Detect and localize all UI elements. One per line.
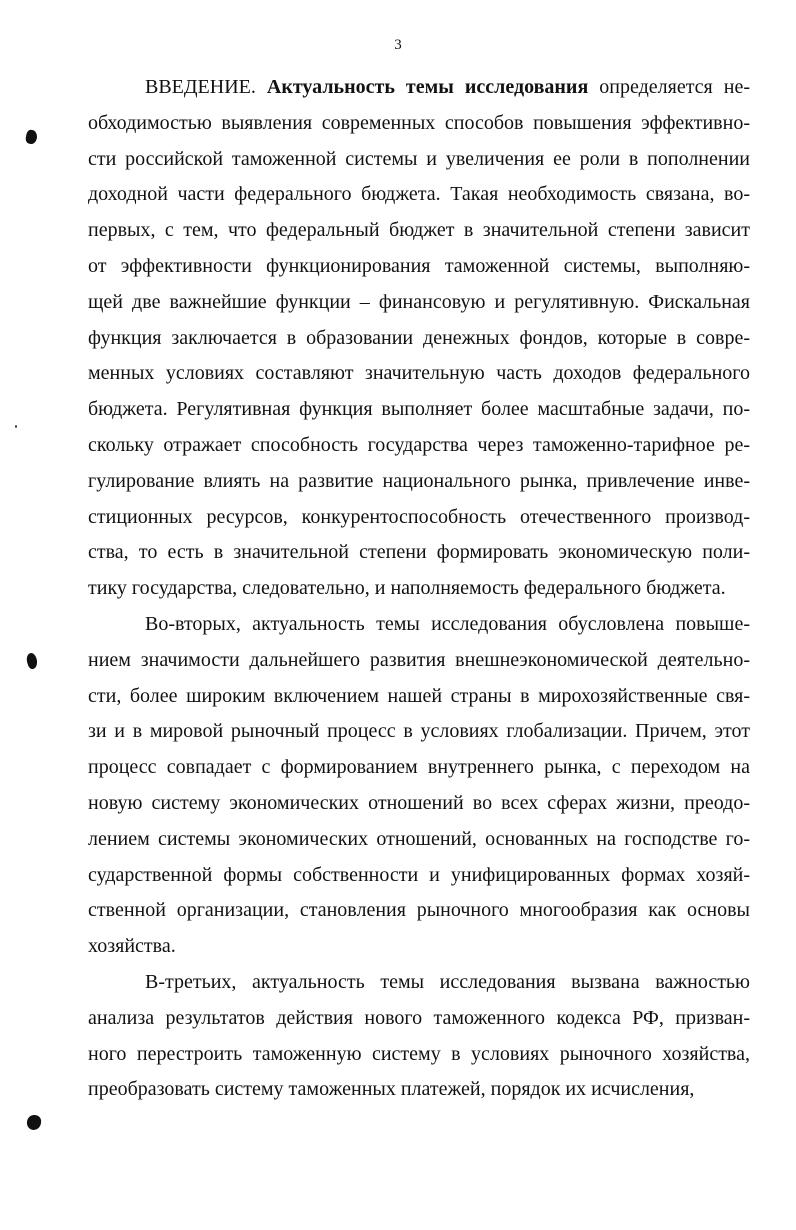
text-line: нием значимости дальнейшего развития внешнеэкономической деятельно- [88,648,750,671]
text-line: процесс совпадает с формированием внутреннего рынка, с переходом на [88,756,750,779]
body-text [88,70,750,1108]
text-line: новую систему экономических отношений во всех сферах жизни, преодо- [88,791,750,814]
text-line: стиционных ресурсов, конкурентоспособность отечественного производ- [88,505,750,528]
paragraph [88,607,750,965]
text-line: от эффективности функционирования таможенной системы, выполняю- [88,254,750,277]
text-line: сударственной формы собственности и унифицированных формах хозяй- [88,863,750,886]
paragraph [88,70,750,607]
text-line: гулирование влиять на развитие национального рынка, привлечение инве- [88,469,750,492]
text-line: ного перестроить таможенную систему в условиях рыночного хозяйства, [88,1042,750,1065]
text-line: менных условиях составляют значительную часть доходов федерального [88,362,750,385]
text-line: сти, более широким включением нашей страны в мирохозяйственные свя- [88,684,750,707]
page-number: 3 [394,37,402,53]
scan-ink-mark [25,129,39,145]
text-line: хозяйства. [88,935,176,958]
text-line: обходимостью выявления современных способов повышения эффективно- [88,111,750,134]
text-line: лением системы экономических отношений, основанных на господстве го- [88,827,750,850]
text-line: преобразовать систему таможенных платежей, порядок их исчисления, [88,1078,695,1101]
text-line: щей две важнейшие функции – финансовую и регулятивную. Фискальная [88,290,750,313]
scan-ink-mark [25,652,39,670]
text-run: определяется не- [588,76,751,98]
text-line [88,70,750,106]
text-run: ВВЕДЕНИЕ. [145,76,267,98]
text-line: Во-вторых, актуальность темы исследования обусловлена повыше- [145,612,750,635]
text-line: зи и в мировой рыночный процесс в условиях глобализации. Причем, этот [88,720,750,743]
text-line: В-третьих, актуальность темы исследования вызвана важностью [145,970,750,993]
scan-speck [15,425,17,428]
text-line: бюджета. Регулятивная функция выполняет более масштабные задачи, по- [88,398,750,421]
text-line: доходной части федерального бюджета. Такая необходимость связана, во- [88,183,750,206]
bold-lead-phrase: Актуальность темы исследования [266,76,589,98]
scan-ink-mark [26,1114,42,1131]
paragraph [88,965,750,1108]
text-line: скольку отражает способность государства через таможенно-тарифное ре- [88,433,750,456]
text-line: ственной организации, становления рыночного многообразия как основы [88,899,750,922]
text-line: ства, то есть в значительной степени формировать экономическую поли- [88,541,750,564]
text-line: анализа результатов действия нового таможенного кодекса РФ, призван- [88,1006,750,1029]
text-line: первых, с тем, что федеральный бюджет в значительной степени зависит [88,219,750,242]
text-line: функция заключается в образовании денежных фондов, которые в совре- [88,326,750,349]
text-line: тику государства, следовательно, и наполняемость федерального бюджета. [88,577,726,600]
text-line: сти российской таможенной системы и увеличения ее роли в пополнении [88,147,750,170]
